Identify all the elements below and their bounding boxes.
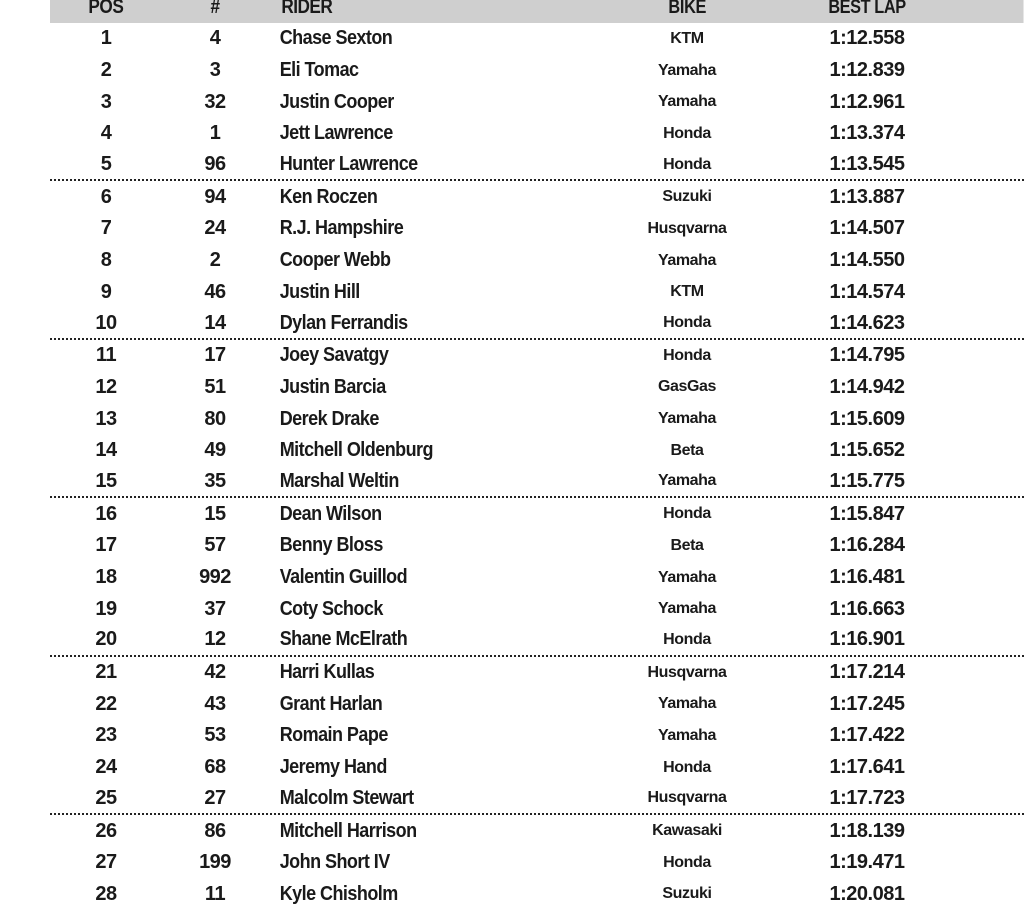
cell-bike: GasGas: [657, 378, 717, 396]
cell-bike: Husqvarna: [647, 663, 727, 681]
cell-rider: Kyle Chisholm: [279, 882, 398, 905]
cell-pos: 24: [95, 756, 117, 779]
cell-rider: Eli Tomac: [279, 59, 359, 82]
cell-pos: 21: [95, 661, 117, 684]
header-best-lap: BEST LAP: [828, 0, 906, 18]
header-number: #: [210, 0, 220, 18]
table-row: [50, 720, 1024, 752]
cell-number: 12: [204, 628, 226, 651]
table-row: [50, 277, 1024, 309]
cell-rider: Ken Roczen: [279, 185, 378, 208]
cell-pos: 14: [95, 439, 117, 462]
cell-best-lap: 1:15.652: [829, 439, 905, 462]
header-rider: RIDER: [281, 0, 333, 18]
cell-bike: Yamaha: [657, 568, 717, 586]
table-body: [50, 23, 1024, 910]
cell-pos: 9: [100, 280, 112, 303]
cell-number: 51: [204, 375, 226, 398]
cell-number: 14: [204, 311, 226, 334]
header-pos: POS: [88, 0, 124, 18]
cell-pos: 28: [95, 882, 117, 905]
table-row: [50, 498, 1024, 530]
cell-pos: 25: [95, 786, 117, 809]
cell-bike: Husqvarna: [647, 219, 727, 237]
table-row: [50, 467, 1024, 499]
cell-rider: Benny Bloss: [279, 534, 383, 557]
cell-number: 49: [204, 439, 226, 462]
table-row: [50, 847, 1024, 879]
cell-bike: Yamaha: [657, 61, 717, 79]
cell-number: 27: [204, 786, 226, 809]
cell-best-lap: 1:16.284: [829, 534, 905, 557]
table-row: [50, 562, 1024, 594]
cell-number: 86: [204, 819, 226, 842]
cell-number: 37: [204, 597, 226, 620]
cell-best-lap: 1:16.663: [829, 597, 905, 620]
cell-best-lap: 1:14.942: [829, 375, 905, 398]
table-row: [50, 150, 1024, 182]
cell-bike: Kawasaki: [652, 822, 722, 840]
cell-best-lap: 1:17.422: [829, 724, 905, 747]
cell-rider: Justin Barcia: [279, 375, 386, 398]
table-row: [50, 752, 1024, 784]
cell-bike: Suzuki: [662, 188, 712, 206]
cell-pos: 2: [100, 59, 112, 82]
cell-best-lap: 1:14.574: [829, 280, 905, 303]
cell-pos: 22: [95, 692, 117, 715]
cell-best-lap: 1:19.471: [829, 851, 905, 874]
cell-number: 42: [204, 661, 226, 684]
cell-pos: 17: [95, 534, 117, 557]
cell-number: 32: [204, 90, 226, 113]
cell-bike: Beta: [670, 536, 704, 554]
table-row: [50, 657, 1024, 689]
cell-best-lap: 1:16.481: [829, 566, 905, 589]
cell-best-lap: 1:13.545: [829, 153, 905, 176]
cell-bike: Honda: [663, 505, 711, 523]
table-row: [50, 625, 1024, 657]
cell-bike: Yamaha: [657, 93, 717, 111]
cell-rider: Justin Hill: [279, 280, 360, 303]
cell-best-lap: 1:17.245: [829, 692, 905, 715]
cell-bike: Beta: [670, 441, 704, 459]
cell-pos: 4: [100, 122, 112, 145]
cell-number: 57: [204, 534, 226, 557]
table-row: [50, 879, 1024, 911]
cell-rider: Jett Lawrence: [279, 122, 393, 145]
table-row: [50, 55, 1024, 87]
cell-rider: Marshal Weltin: [279, 469, 399, 492]
cell-bike: Yamaha: [657, 726, 717, 744]
table-row: [50, 213, 1024, 245]
cell-best-lap: 1:15.775: [829, 469, 905, 492]
cell-bike: Yamaha: [657, 695, 717, 713]
cell-number: 35: [204, 469, 226, 492]
cell-bike: Honda: [663, 630, 711, 648]
cell-pos: 7: [100, 217, 112, 240]
table-row: [50, 784, 1024, 816]
table-row: [50, 688, 1024, 720]
table-row: [50, 340, 1024, 372]
table-header: [50, 0, 1024, 23]
cell-best-lap: 1:12.839: [829, 59, 905, 82]
table-row: [50, 181, 1024, 213]
cell-rider: Justin Cooper: [279, 90, 394, 113]
cell-best-lap: 1:16.901: [829, 628, 905, 651]
table-row: [50, 308, 1024, 340]
cell-pos: 15: [95, 469, 117, 492]
table-row: [50, 815, 1024, 847]
cell-pos: 11: [95, 344, 117, 367]
table-row: [50, 403, 1024, 435]
table-row: [50, 372, 1024, 404]
cell-rider: Cooper Webb: [279, 249, 391, 272]
cell-bike: Honda: [663, 155, 711, 173]
cell-pos: 13: [95, 407, 117, 430]
cell-pos: 3: [100, 90, 112, 113]
cell-pos: 10: [95, 311, 117, 334]
cell-best-lap: 1:17.723: [829, 786, 905, 809]
cell-rider: Joey Savatgy: [279, 344, 389, 367]
results-table: [50, 0, 1024, 910]
cell-rider: Harri Kullas: [279, 661, 375, 684]
cell-rider: Mitchell Oldenburg: [279, 439, 433, 462]
cell-best-lap: 1:13.374: [829, 122, 905, 145]
cell-number: 46: [204, 280, 226, 303]
cell-number: 1: [209, 122, 221, 145]
cell-bike: Suzuki: [662, 885, 712, 903]
cell-best-lap: 1:12.961: [829, 90, 905, 113]
cell-number: 96: [204, 153, 226, 176]
cell-bike: Husqvarna: [647, 789, 727, 807]
cell-pos: 26: [95, 819, 117, 842]
cell-rider: Chase Sexton: [279, 27, 393, 50]
cell-bike: KTM: [670, 283, 704, 301]
cell-pos: 16: [95, 502, 117, 525]
table-row: [50, 593, 1024, 625]
cell-number: 4: [209, 27, 221, 50]
cell-bike: Honda: [663, 758, 711, 776]
cell-pos: 8: [100, 249, 112, 272]
cell-rider: R.J. Hampshire: [279, 217, 404, 240]
cell-best-lap: 1:12.558: [829, 27, 905, 50]
cell-number: 94: [204, 185, 226, 208]
cell-bike: Honda: [663, 314, 711, 332]
cell-pos: 6: [100, 185, 112, 208]
cell-bike: Yamaha: [657, 600, 717, 618]
cell-pos: 1: [100, 27, 112, 50]
cell-number: 199: [199, 851, 231, 874]
cell-pos: 5: [100, 153, 112, 176]
cell-bike: Yamaha: [657, 472, 717, 490]
cell-rider: Dylan Ferrandis: [279, 311, 408, 334]
cell-pos: 19: [95, 597, 117, 620]
cell-number: 24: [204, 217, 226, 240]
cell-best-lap: 1:14.623: [829, 311, 905, 334]
cell-number: 3: [209, 59, 221, 82]
cell-best-lap: 1:18.139: [829, 819, 905, 842]
cell-number: 80: [204, 407, 226, 430]
cell-pos: 27: [95, 851, 117, 874]
cell-number: 15: [204, 502, 226, 525]
cell-best-lap: 1:14.795: [829, 344, 905, 367]
cell-number: 11: [204, 882, 226, 905]
cell-best-lap: 1:20.081: [829, 882, 905, 905]
cell-rider: Grant Harlan: [279, 692, 383, 715]
table-row: [50, 86, 1024, 118]
cell-rider: Jeremy Hand: [279, 756, 387, 779]
cell-bike: Yamaha: [657, 251, 717, 269]
cell-number: 43: [204, 692, 226, 715]
cell-rider: Malcolm Stewart: [279, 786, 414, 809]
cell-number: 53: [204, 724, 226, 747]
cell-rider: Coty Schock: [279, 597, 383, 620]
cell-best-lap: 1:15.847: [829, 502, 905, 525]
cell-best-lap: 1:17.214: [829, 661, 905, 684]
table-row: [50, 23, 1024, 55]
table-row: [50, 435, 1024, 467]
table-row: [50, 530, 1024, 562]
cell-rider: Dean Wilson: [279, 502, 382, 525]
cell-best-lap: 1:14.550: [829, 249, 905, 272]
cell-number: 992: [199, 566, 231, 589]
cell-rider: Hunter Lawrence: [279, 153, 418, 176]
cell-number: 68: [204, 756, 226, 779]
cell-bike: KTM: [670, 29, 704, 47]
cell-rider: Valentin Guillod: [279, 566, 408, 589]
header-bike: BIKE: [668, 0, 707, 18]
cell-pos: 12: [95, 375, 117, 398]
cell-rider: Shane McElrath: [279, 628, 408, 651]
cell-pos: 23: [95, 724, 117, 747]
cell-number: 2: [209, 249, 221, 272]
cell-best-lap: 1:15.609: [829, 407, 905, 430]
cell-best-lap: 1:13.887: [829, 185, 905, 208]
cell-rider: John Short IV: [279, 851, 390, 874]
cell-bike: Honda: [663, 853, 711, 871]
cell-bike: Honda: [663, 346, 711, 364]
cell-rider: Romain Pape: [279, 724, 388, 747]
cell-rider: Mitchell Harrison: [279, 819, 417, 842]
table-row: [50, 245, 1024, 277]
cell-bike: Yamaha: [657, 410, 717, 428]
table-row: [50, 118, 1024, 150]
cell-rider: Derek Drake: [279, 407, 379, 430]
cell-pos: 18: [95, 566, 117, 589]
cell-number: 17: [204, 344, 226, 367]
cell-best-lap: 1:17.641: [829, 756, 905, 779]
cell-pos: 20: [95, 628, 117, 651]
cell-best-lap: 1:14.507: [829, 217, 905, 240]
cell-bike: Honda: [663, 124, 711, 142]
